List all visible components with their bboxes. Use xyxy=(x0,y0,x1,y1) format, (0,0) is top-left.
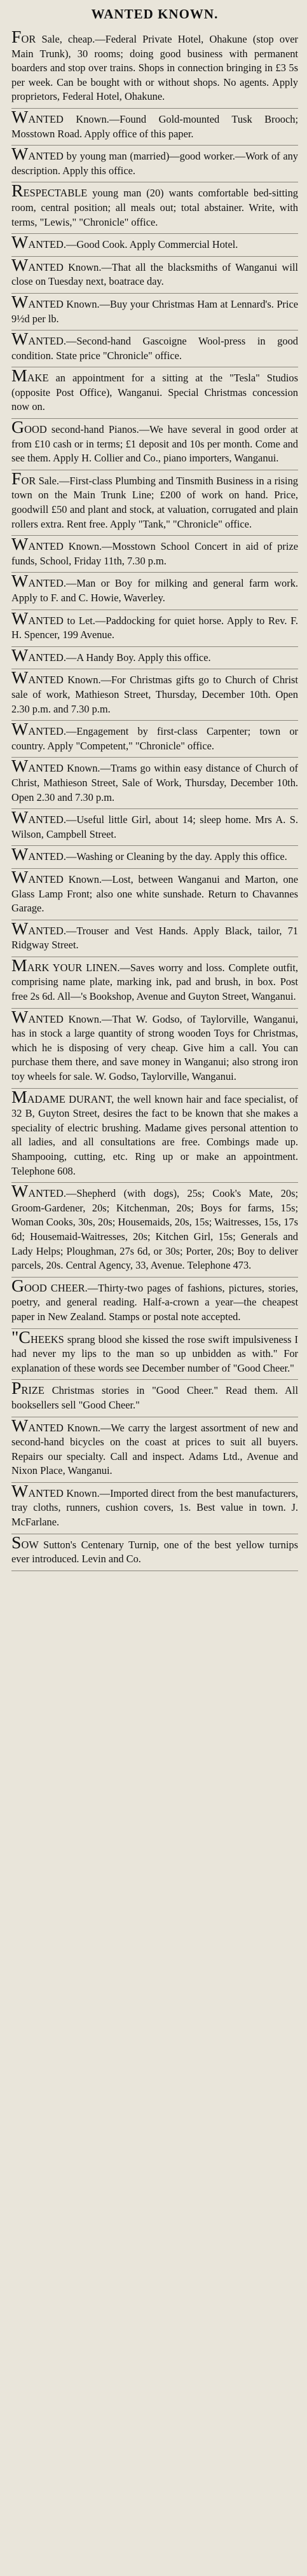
classified-ad xyxy=(11,1089,298,1183)
ad-text: WANTED.—Man or Boy for milking and general farm work. Apply to F. and C. Howie, Waverley. xyxy=(11,571,298,604)
ad-text: WANTED Known.—We carry the largest assortment of new and second-hand bicycles on the coast at prices to suit all buyers. Repairs our specialty. Call and inspect. Adams Ltd., Avenue and Nixon Place, Wanganui. xyxy=(11,1415,298,1477)
classified-ad xyxy=(11,1417,298,1483)
classified-ad xyxy=(11,610,298,647)
ad-text: "CHEEKS sprang blood she kissed the rose swift impulsiveness I had never my lips to the man so up unbidden as with." For explanation of these words see December number of "Good Cheer." xyxy=(11,1327,298,1374)
classified-ad xyxy=(11,758,298,809)
classified-ad xyxy=(11,234,298,257)
ad-text: WANTED.—Second-hand Gascoigne Wool-press in good condition. State price "Chronicle" office. xyxy=(11,329,298,362)
ad-text: WANTED.—Useful little Girl, about 14; sleep home. Mrs A. S. Wilson, Campbell Street. xyxy=(11,808,298,840)
ad-text: WANTED.—Engagement by first-class Carpenter; town or country. Apply "Competent," "Chronicle" office. xyxy=(11,719,298,752)
ad-text: GOOD second-hand Pianos.—We have several in good order at from £10 cash or in terms; £1 deposit and 10s per month. Come and see them. Apply H. Collier and Co., piano importers, Wanganui. xyxy=(11,418,298,465)
ad-text: WANTED Known.—That all the blacksmiths of Wanganui will close on Tuesday next, boatrace day. xyxy=(11,255,298,288)
classified-ad xyxy=(11,1329,298,1380)
classified-ad xyxy=(11,957,298,1009)
classified-ad xyxy=(11,182,298,234)
ad-text: RESPECTABLE young man (20) wants comfortable bed-sitting room, central position; all meals out; total abstainer. Write, with terms, "Lewis," "Chronicle" office. xyxy=(11,181,298,228)
classified-ad xyxy=(11,1534,298,1571)
ad-text: WANTED Known.—For Christmas gifts go to Church of Christ sale of work, Mathieson Street, Thursday, December 10th. Open 2.30 p.m. and 7.30 p.m. xyxy=(11,668,298,715)
classified-ad xyxy=(11,367,298,419)
ad-text: WANTED Known.—Buy your Christmas Ham at Lennard's. Price 9½d per lb. xyxy=(11,292,298,325)
classified-ad xyxy=(11,257,298,294)
ad-text: WANTED to Let.—Paddocking for quiet horse. Apply to Rev. F. H. Spencer, 199 Avenue. xyxy=(11,608,298,641)
ad-text: WANTED.—Good Cook. Apply Commercial Hotel. xyxy=(11,233,238,253)
classified-ad xyxy=(11,721,298,758)
classified-ad xyxy=(11,419,298,470)
classified-ad xyxy=(11,1380,298,1417)
ad-text: MADAME DURANT, the well known hair and face specialist, of 32 B, Guyton Street, desires the fact to be known that she makes a speciality of electric brushing. Madame gives personal attention to all ladies, and all consultations are free. Combings made up. Shampooing, cutting, etc. Ring up or make an appointment. Telephone 608. xyxy=(11,1087,298,1177)
ad-text: GOOD CHEER.—Thirty-two pages of fashions, pictures, stories, poetry, and general reading. Half-a-crown a year—the cheapest paper in New Zealand. Stamps or postal note accepted. xyxy=(11,1276,298,1323)
classified-ad xyxy=(11,846,298,869)
ad-text: WANTED.—A Handy Boy. Apply this office. xyxy=(11,645,211,665)
classified-ad xyxy=(11,1278,298,1329)
classified-ad xyxy=(11,809,298,846)
classified-ad xyxy=(11,1009,298,1089)
ad-text: WANTED Known.—Trams go within easy distance of Church of Christ, Mathieson Street, Sale of Work, Thursday, December 10th. Open 2.30 and 7.30 p.m. xyxy=(11,756,298,803)
ad-text: WANTED Known.—Lost, between Wanganui and Marton, one Glass Lamp Front; also one white sunshade. Return to Chavannes Garage. xyxy=(11,867,298,915)
ad-text: WANTED Known.—Imported direct from the best manufacturers, tray cloths, runners, cushion covers, 1s. Best value in town. J. McFarlane. xyxy=(11,1481,298,1529)
ad-text: MARK YOUR LINEN.—Saves worry and loss. Complete outfit, comprising name plate, marking ink, pad and brush, in box. Post free 2s 6d. All—'s Bookshop, Avenue and Guyton Street, Wanganui. xyxy=(11,955,298,1003)
classified-ad xyxy=(11,573,298,610)
ad-text: WANTED.—Washing or Cleaning by the day. Apply this office. xyxy=(11,845,287,865)
ad-text: PRIZE Christmas stories in "Good Cheer." Read them. All booksellers sell "Good Cheer." xyxy=(11,1379,298,1411)
ad-text: FOR Sale.—First-class Plumbing and Tinsmith Business in a rising town on the Main Trunk Line; £200 of work on hand. Price, goodwill £50 and plant and stock, at valuation, corrugated and plain rollers extra. Rent free. Apply "Tank," "Chronicle" office. xyxy=(11,468,298,530)
classified-ad xyxy=(11,920,298,957)
classified-ad xyxy=(11,294,298,331)
classified-ad xyxy=(11,647,298,670)
ad-text: WANTED Known.—That W. Godso, of Taylorville, Wanganui, has in stock a large quantity of strong wooden Toys for Christmas, which he is disposing of very cheap. Give him a call. You can purchase them there, and save money in Wanganui; also strong iron toy wheels for sale. W. Godso, Taylorville, Wanganui. xyxy=(11,1007,298,1083)
classified-ad xyxy=(11,470,298,536)
ad-text: WANTED Known.—Found Gold-mounted Tusk Brooch; Mosstown Road. Apply office of this paper. xyxy=(11,107,298,140)
ad-text: WANTED.—Trouser and Vest Hands. Apply Black, tailor, 71 Ridgway Street. xyxy=(11,918,298,951)
classified-ad xyxy=(11,1483,298,1534)
classified-ad xyxy=(11,29,298,109)
ad-text: SOW Sutton's Centenary Turnip, one of the best yellow turnips ever introduced. Levin and Co. xyxy=(11,1532,298,1565)
ad-text: WANTED Known.—Mosstown School Concert in aid of prize funds, School, Friday 11th, 7.30 p.m. xyxy=(11,535,298,567)
column-title: WANTED KNOWN. xyxy=(91,6,219,22)
classified-ad xyxy=(11,109,298,146)
classified-ad xyxy=(11,536,298,573)
classified-ad xyxy=(11,1183,298,1278)
ad-text: WANTED by young man (married)—good worker.—Work of any description. Apply this office. xyxy=(11,144,298,177)
classified-ad xyxy=(11,331,298,367)
classified-ad xyxy=(11,669,298,721)
ad-text: WANTED.—Shepherd (with dogs), 25s; Cook's Mate, 20s; Groom-Gardener, 20s; Kitchenman, 20s; Boys for farms, 15s; Woman Cooks, 30s, 20s; Housemaids, 20s, 15s; Waitresses, 15s, 17s 6d; Housemaid-Waitresses, 20s; Kitchen Girl, 15s; Generals and Lady Helps; Ploughman, 27s 6d, or 30s; Porter, 20s; Boy to deliver parcels, 20s. Central Agency, 33, Avenue. Telephone 473. xyxy=(11,1182,298,1272)
ad-text: FOR Sale, cheap.—Federal Private Hotel, Ohakune (stop over Main Trunk), 30 rooms; doing good business with permanent boarders and stop over trains. Shops in connection bringing in £3 5s per week. Can be bought with or without shops. No agents. Apply proprietors, Federal Hotel, Ohakune. xyxy=(11,27,298,103)
ad-text: MAKE an appointment for a sitting at the "Tesla" Studios (opposite Post Office), Wanganui. Special Christmas concession now on. xyxy=(11,366,298,413)
classified-ad xyxy=(11,146,298,182)
classified-ad xyxy=(11,869,298,920)
